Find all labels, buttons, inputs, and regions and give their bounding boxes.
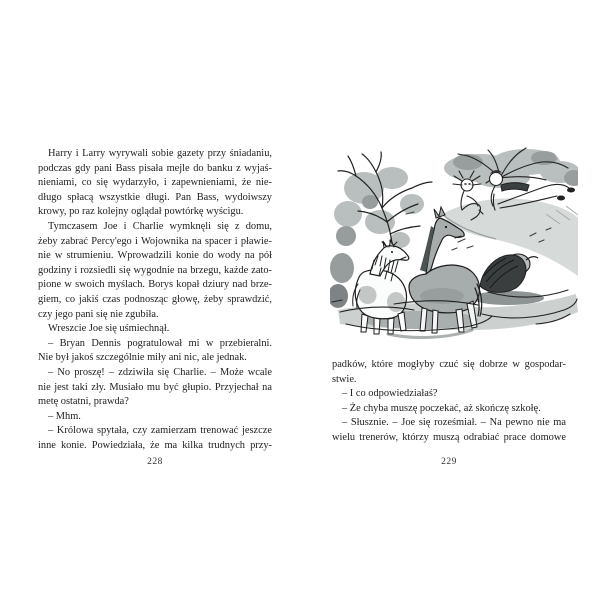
illustration-svg <box>330 144 578 356</box>
text-line: Wreszcie Joe się uśmiechnął. <box>48 323 170 335</box>
text-line: stwie. <box>332 373 357 385</box>
text-line: – I co odpowiedziałaś? <box>342 388 438 400</box>
text-line: – Słusznie. – Joe się roześmiał. – Na pewno nie ma <box>342 417 566 429</box>
text-line: padków, które mogłyby czuć się dobrze w gospodar- <box>332 359 566 370</box>
text-line: żeby zabrać Percy'ego i Wojownika na spacer i pławie- <box>38 235 272 247</box>
text-line: – Bryan Dennis pogratulował mi w przebieralni. <box>48 337 272 349</box>
text-line: godziny i rozsiedli się wygodnie na brzegu, każde zato- <box>38 264 272 276</box>
text-line: – Królowa spytała, czy zamierzam trenować jeszcze <box>48 425 272 437</box>
text-line: Nie był jakoś szczególnie miły ani nic, ale jednak. <box>38 352 247 364</box>
text-line: pione w swoich myślach. Borys kopał dziury nad brze- <box>38 279 272 291</box>
text-line: nie jest taki zły. Musiało mu być głupio. Przyjechał na <box>38 381 272 393</box>
dog-figure <box>480 254 538 292</box>
stream-illustration <box>330 144 578 356</box>
text-line: – Że chyba muszę poczekać, aż skończę szkołę. <box>342 402 541 414</box>
text-line: czy jego pani się nie zgubiła. <box>38 308 159 320</box>
text-line: podczas gdy pani Bass pisała mejle do banku z wyjaś- <box>38 162 272 174</box>
text-line: nie w strumieniu. Wprowadzili konie do wody na pół <box>38 250 272 262</box>
text-line: Tymczasem Joe i Charlie wymknęli się z domu, <box>48 220 272 232</box>
left-page-number: 228 <box>147 457 163 467</box>
text-line: krowy, po raz kolejny oglądał powtórkę wyścigu. <box>38 206 244 218</box>
text-line: – Mhm. <box>48 410 81 422</box>
text-line: giem, co jakiś czas podnosząc głowę, żeby sprawdzić, <box>38 293 272 305</box>
right-page-number: 229 <box>441 457 457 467</box>
right-text-column <box>332 358 566 446</box>
text-line: metę ostatni, prawda? <box>38 396 129 408</box>
text-line: wielu trenerów, którzy muszą odrabiać prace domowe <box>332 431 566 443</box>
text-line: Harry i Larry wyrywali sobie gazety przy śniadaniu, <box>48 148 272 159</box>
text-line: – No proszę! – zdziwiła się Charlie. – Może wcale <box>48 366 272 378</box>
left-text-column <box>38 147 272 453</box>
text-line: inne konie. Powiedziała, że ma kilka trudnych przy- <box>38 439 272 451</box>
text-line: nieniami, co się wydarzyło, i zapewnieniami, że nie- <box>38 177 272 189</box>
bush-dark <box>330 284 348 308</box>
text-line: długo spłacą wszystkie długi. Pan Bass, wydoiwszy <box>38 191 272 203</box>
